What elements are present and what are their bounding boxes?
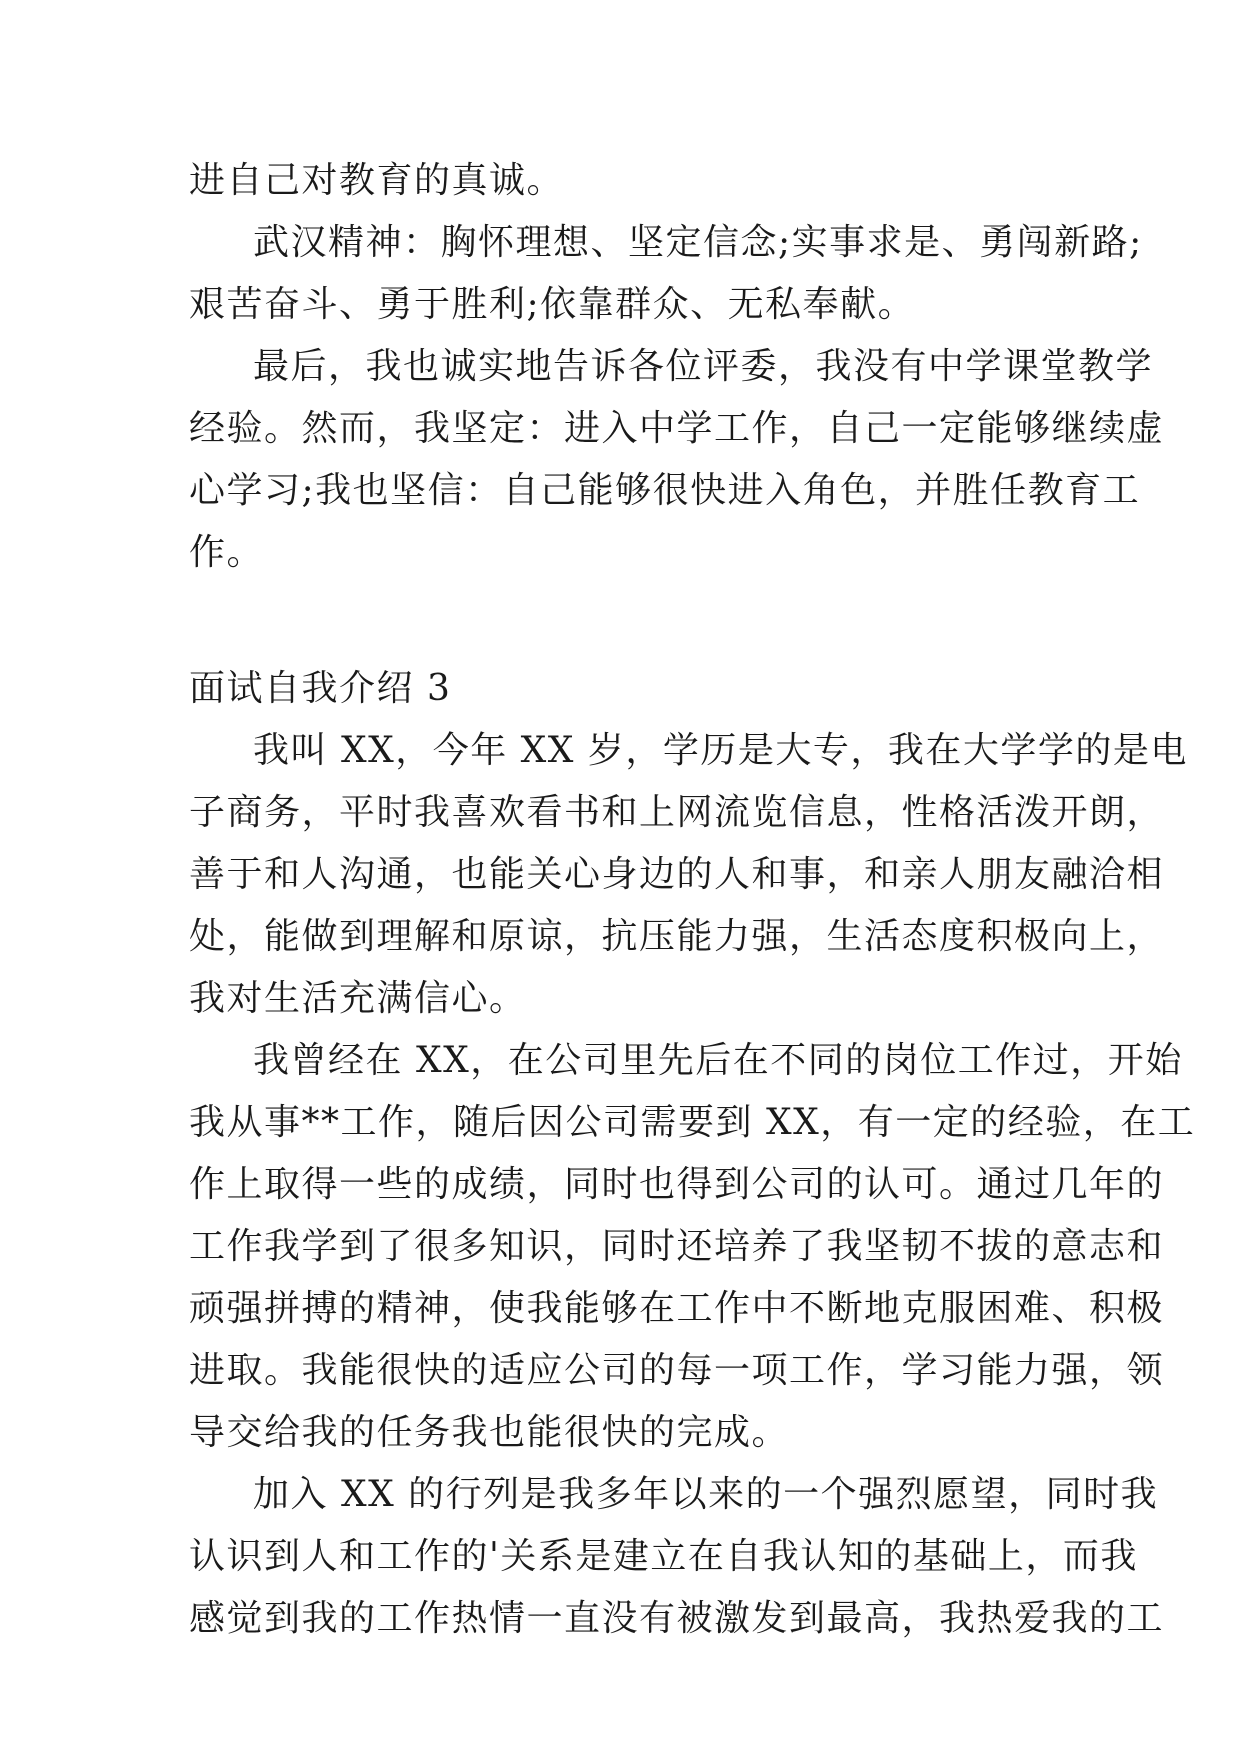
paragraph-line: 进取。我能很快的适应公司的每一项工作，学习能力强，领	[189, 1350, 1165, 1391]
paragraph-line: 我叫 XX，今年 XX 岁，学历是大专，我在大学学的是电	[253, 730, 1188, 771]
paragraph-line: 子商务，平时我喜欢看书和上网流览信息，性格活泼开朗，	[189, 792, 1165, 833]
section-title: 面试自我介绍 3	[189, 668, 452, 709]
paragraph-line: 处，能做到理解和原谅，抗压能力强，生活态度积极向上，	[189, 916, 1165, 957]
paragraph-line: 顽强拼搏的精神，使我能够在工作中不断地克服困难、积极	[189, 1288, 1165, 1329]
paragraph-line: 进自己对教育的真诚。	[189, 160, 565, 201]
paragraph-line: 认识到人和工作的'关系是建立在自我认知的基础上，而我	[189, 1536, 1138, 1577]
document-body	[189, 150, 1196, 1650]
paragraph-line: 心学习;我也坚信：自己能够很快进入角色，并胜任教育工	[189, 470, 1141, 511]
paragraph-line: 武汉精神：胸怀理想、坚定信念;实事求是、勇闯新路;	[253, 222, 1143, 263]
paragraph-line: 工作我学到了很多知识，同时还培养了我坚韧不拔的意志和	[189, 1226, 1165, 1267]
paragraph-line: 加入 XX 的行列是我多年以来的一个强烈愿望，同时我	[253, 1474, 1159, 1515]
paragraph-line: 艰苦奋斗、勇于胜利;依靠群众、无私奉献。	[189, 284, 916, 325]
paragraph-line: 作。	[189, 532, 265, 573]
paragraph-line: 感觉到我的工作热情一直没有被激发到最高，我热爱我的工	[189, 1598, 1165, 1639]
paragraph-line: 我从事**工作，随后因公司需要到 XX，有一定的经验，在工	[189, 1102, 1196, 1143]
paragraph-line: 导交给我的任务我也能很快的完成。	[189, 1412, 790, 1453]
paragraph-line: 我对生活充满信心。	[189, 978, 527, 1019]
paragraph-line: 经验。然而，我坚定：进入中学工作，自己一定能够继续虚	[189, 408, 1165, 449]
paragraph-line: 作上取得一些的成绩，同时也得到公司的认可。通过几年的	[189, 1164, 1165, 1205]
paragraph-line: 最后，我也诚实地告诉各位评委，我没有中学课堂教学	[253, 346, 1154, 387]
paragraph-line: 我曾经在 XX，在公司里先后在不同的岗位工作过，开始	[253, 1040, 1183, 1081]
paragraph-line: 善于和人沟通，也能关心身边的人和事，和亲人朋友融洽相	[189, 854, 1165, 895]
section-gap	[189, 584, 1059, 658]
